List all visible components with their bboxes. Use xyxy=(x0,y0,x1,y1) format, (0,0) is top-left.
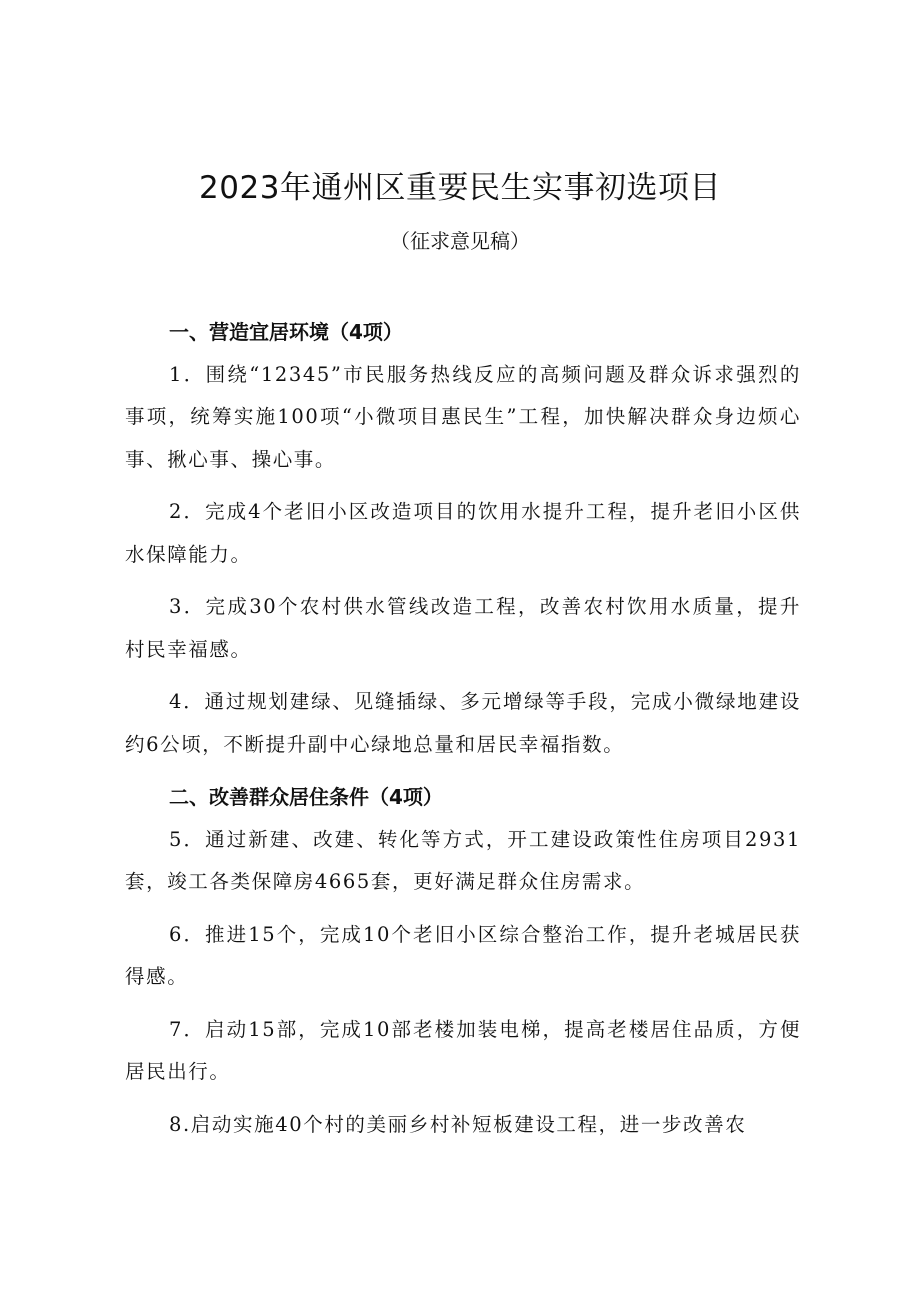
item-4-paragraph: 4．通过规划建绿、见缝插绿、多元增绿等手段，完成小微绿地建设约6公顷，不断提升副中心绿地总量和居民幸福指数。 xyxy=(125,690,801,756)
item-5-paragraph: 5．通过新建、改建、转化等方式，开工建设政策性住房项目2931套，竣工各类保障房4665套，更好满足群众住房需求。 xyxy=(125,827,801,893)
item-3-paragraph: 3．完成30个农村供水管线改造工程，改善农村饮用水质量，提升村民幸福感。 xyxy=(125,595,801,661)
document-body xyxy=(125,311,801,1146)
document-subtitle: （征求意见稿） xyxy=(390,229,530,253)
section-heading-housing-conditions: 二、改善群众居住条件（4项） xyxy=(169,785,443,809)
item-7-paragraph: 7．启动15部，完成10部老楼加装电梯，提高老楼居住品质，方便居民出行。 xyxy=(125,1017,801,1083)
item-6-paragraph: 6．推进15个，完成10个老旧小区综合整治工作，提升老城居民获得感。 xyxy=(125,922,801,988)
item-2-paragraph: 2．完成4个老旧小区改造项目的饮用水提升工程，提升老旧小区供水保障能力。 xyxy=(125,500,801,566)
item-1-paragraph: 1．围绕“12345”市民服务热线反应的高频问题及群众诉求强烈的事项，统筹实施100项“小微项目惠民生”工程，加快解决群众身边烦心事、揪心事、操心事。 xyxy=(125,362,801,471)
document-title: 2023年通州区重要民生实事初选项目 xyxy=(199,170,721,206)
item-8-paragraph: 8.启动实施40个村的美丽乡村补短板建设工程，进一步改善农 xyxy=(169,1112,747,1136)
section-heading-living-environment: 一、营造宜居环境（4项） xyxy=(169,320,403,344)
